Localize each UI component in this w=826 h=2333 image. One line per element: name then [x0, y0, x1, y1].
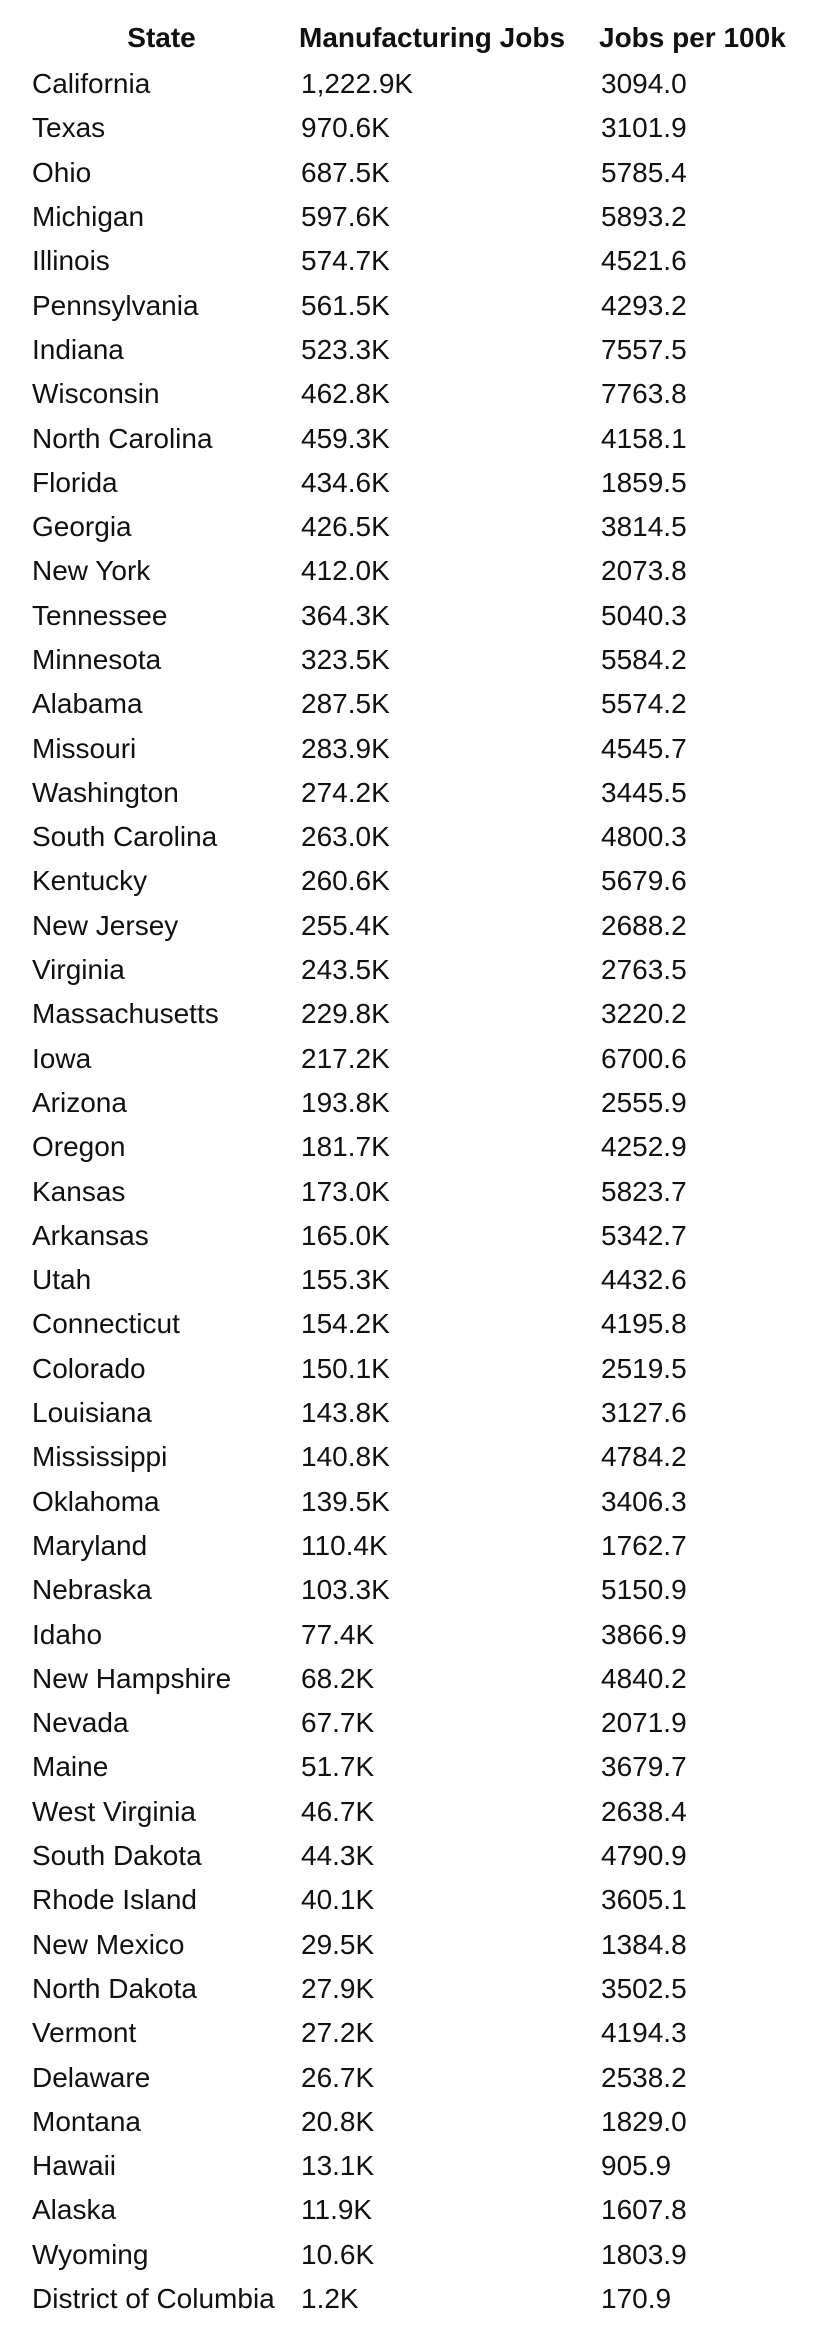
cell-manufacturing-jobs: 260.6K — [301, 865, 390, 897]
cell-manufacturing-jobs: 1,222.9K — [301, 68, 414, 100]
cell-jobs-per-100k: 6700.6 — [601, 1042, 687, 1074]
cell-manufacturing-jobs: 687.5K — [301, 156, 390, 188]
cell-jobs-per-100k: 5342.7 — [601, 1219, 687, 1251]
manufacturing-jobs-table — [24, 14, 824, 2321]
cell-manufacturing-jobs: 26.7K — [301, 2061, 375, 2093]
cell-jobs-per-100k: 5574.2 — [601, 688, 687, 720]
cell-state: Hawaii — [32, 2150, 117, 2182]
table-row — [24, 195, 824, 239]
table-row — [24, 1391, 824, 1435]
cell-manufacturing-jobs: 165.0K — [301, 1219, 390, 1251]
cell-manufacturing-jobs: 243.5K — [301, 954, 390, 986]
cell-state: Alabama — [32, 688, 143, 720]
cell-state: Arkansas — [32, 1219, 149, 1251]
cell-jobs-per-100k: 3605.1 — [601, 1884, 687, 1916]
cell-manufacturing-jobs: 462.8K — [301, 378, 390, 410]
cell-state: Vermont — [32, 2017, 137, 2049]
table-row — [24, 461, 824, 505]
table-row — [24, 1922, 824, 1966]
table-row — [24, 1790, 824, 1834]
cell-manufacturing-jobs: 20.8K — [301, 2105, 375, 2137]
cell-jobs-per-100k: 3679.7 — [601, 1751, 687, 1783]
cell-manufacturing-jobs: 1.2K — [301, 2282, 359, 2314]
cell-jobs-per-100k: 1384.8 — [601, 1928, 687, 1960]
cell-manufacturing-jobs: 561.5K — [301, 289, 390, 321]
cell-manufacturing-jobs: 323.5K — [301, 644, 390, 675]
table-row — [24, 283, 824, 327]
cell-jobs-per-100k: 2555.9 — [601, 1086, 687, 1118]
cell-jobs-per-100k: 5584.2 — [601, 644, 687, 675]
table-row — [24, 1568, 824, 1612]
cell-jobs-per-100k: 3101.9 — [601, 112, 687, 144]
cell-state: Connecticut — [32, 1308, 180, 1340]
cell-manufacturing-jobs: 140.8K — [301, 1441, 390, 1473]
header-jobs-per-100k: Jobs per 100k — [599, 22, 786, 53]
cell-jobs-per-100k: 5150.9 — [601, 1574, 687, 1606]
table-row — [24, 948, 824, 992]
table-row — [24, 1302, 824, 1346]
table-row — [24, 682, 824, 726]
cell-state: Rhode Island — [32, 1884, 198, 1916]
table-row — [24, 549, 824, 593]
cell-manufacturing-jobs: 255.4K — [301, 909, 390, 941]
cell-state: Georgia — [32, 511, 132, 543]
table-row — [24, 1612, 824, 1656]
cell-state: Kentucky — [32, 865, 148, 897]
cell-manufacturing-jobs: 40.1K — [301, 1884, 375, 1916]
cell-manufacturing-jobs: 193.8K — [301, 1086, 390, 1118]
cell-state: Ohio — [32, 156, 92, 188]
cell-state: Nebraska — [32, 1574, 152, 1606]
cell-state: Washington — [32, 776, 179, 808]
cell-state: Oregon — [32, 1131, 126, 1163]
cell-jobs-per-100k: 2519.5 — [601, 1352, 687, 1384]
cell-state: Kansas — [32, 1175, 126, 1207]
cell-manufacturing-jobs: 574.7K — [301, 245, 390, 277]
cell-manufacturing-jobs: 173.0K — [301, 1175, 390, 1207]
cell-manufacturing-jobs: 44.3K — [301, 1840, 375, 1872]
cell-jobs-per-100k: 2073.8 — [601, 555, 687, 587]
table-row — [24, 505, 824, 549]
cell-manufacturing-jobs: 426.5K — [301, 511, 390, 543]
cell-manufacturing-jobs: 46.7K — [301, 1795, 375, 1827]
table-row — [24, 1125, 824, 1169]
header-state: State — [127, 22, 196, 53]
table-row — [24, 2144, 824, 2188]
table-row — [24, 2188, 824, 2232]
cell-jobs-per-100k: 170.9 — [601, 2282, 672, 2314]
cell-manufacturing-jobs: 13.1K — [301, 2150, 375, 2182]
cell-manufacturing-jobs: 139.5K — [301, 1485, 390, 1517]
cell-manufacturing-jobs: 181.7K — [301, 1131, 390, 1163]
cell-state: Colorado — [32, 1352, 146, 1384]
cell-state: District of Columbia — [32, 2282, 275, 2314]
cell-manufacturing-jobs: 217.2K — [301, 1042, 390, 1074]
table-row — [24, 992, 824, 1036]
cell-manufacturing-jobs: 283.9K — [301, 732, 390, 764]
cell-jobs-per-100k: 5893.2 — [601, 201, 687, 233]
cell-jobs-per-100k: 5785.4 — [601, 156, 687, 188]
cell-state: Louisiana — [32, 1397, 152, 1429]
cell-state: Wisconsin — [32, 378, 160, 410]
cell-state: Oklahoma — [32, 1485, 160, 1517]
cell-jobs-per-100k: 2688.2 — [601, 909, 687, 941]
cell-state: New Hampshire — [32, 1662, 232, 1694]
cell-manufacturing-jobs: 459.3K — [301, 422, 390, 454]
cell-jobs-per-100k: 4790.9 — [601, 1840, 687, 1872]
table-row — [24, 1081, 824, 1125]
cell-manufacturing-jobs: 287.5K — [301, 688, 390, 720]
header-row — [24, 14, 824, 62]
cell-state: Michigan — [32, 201, 145, 233]
cell-manufacturing-jobs: 523.3K — [301, 333, 390, 365]
table-row — [24, 859, 824, 903]
cell-state: California — [32, 68, 151, 100]
table-row — [24, 2055, 824, 2099]
cell-jobs-per-100k: 1803.9 — [601, 2238, 687, 2270]
cell-jobs-per-100k: 4800.3 — [601, 821, 687, 853]
cell-state: Florida — [32, 466, 118, 498]
table-row — [24, 594, 824, 638]
cell-manufacturing-jobs: 150.1K — [301, 1352, 390, 1384]
cell-state: North Carolina — [32, 422, 213, 454]
cell-jobs-per-100k: 5679.6 — [601, 865, 687, 897]
cell-state: South Carolina — [32, 821, 218, 853]
table-row — [24, 1657, 824, 1701]
cell-manufacturing-jobs: 412.0K — [301, 555, 390, 587]
cell-state: West Virginia — [32, 1795, 196, 1827]
cell-manufacturing-jobs: 597.6K — [301, 201, 390, 233]
cell-manufacturing-jobs: 67.7K — [301, 1707, 375, 1739]
cell-state: Maryland — [32, 1529, 148, 1561]
cell-manufacturing-jobs: 274.2K — [301, 776, 390, 808]
cell-state: Pennsylvania — [32, 289, 199, 321]
cell-manufacturing-jobs: 229.8K — [301, 998, 390, 1030]
cell-state: Virginia — [32, 954, 125, 986]
table-row — [24, 151, 824, 195]
table-row — [24, 771, 824, 815]
cell-state: Utah — [32, 1264, 92, 1296]
cell-manufacturing-jobs: 970.6K — [301, 112, 390, 144]
table-row — [24, 1347, 824, 1391]
cell-jobs-per-100k: 2763.5 — [601, 954, 687, 986]
cell-jobs-per-100k: 3220.2 — [601, 998, 687, 1030]
cell-jobs-per-100k: 7557.5 — [601, 333, 687, 365]
cell-manufacturing-jobs: 68.2K — [301, 1662, 375, 1694]
table-row — [24, 726, 824, 770]
cell-state: Mississippi — [32, 1441, 168, 1473]
table-row — [24, 416, 824, 460]
cell-manufacturing-jobs: 103.3K — [301, 1574, 390, 1606]
cell-state: Nevada — [32, 1707, 129, 1739]
table-row — [24, 1701, 824, 1745]
cell-state: Alaska — [32, 2194, 117, 2226]
cell-state: Tennessee — [32, 599, 168, 631]
cell-state: New York — [32, 555, 151, 587]
cell-manufacturing-jobs: 263.0K — [301, 821, 390, 853]
table-row — [24, 1967, 824, 2011]
cell-manufacturing-jobs: 364.3K — [301, 599, 390, 631]
cell-manufacturing-jobs: 27.9K — [301, 1972, 375, 2004]
table-row — [24, 1834, 824, 1878]
cell-manufacturing-jobs: 11.9K — [301, 2194, 373, 2226]
cell-jobs-per-100k: 3094.0 — [601, 68, 687, 100]
cell-state: Delaware — [32, 2061, 151, 2093]
cell-manufacturing-jobs: 27.2K — [301, 2017, 375, 2049]
cell-state: Montana — [32, 2105, 141, 2137]
cell-manufacturing-jobs: 110.4K — [301, 1529, 388, 1561]
cell-jobs-per-100k: 905.9 — [601, 2150, 672, 2182]
table-row — [24, 1435, 824, 1479]
cell-state: Massachusetts — [32, 998, 219, 1030]
cell-jobs-per-100k: 4293.2 — [601, 289, 687, 321]
cell-state: Maine — [32, 1751, 109, 1783]
table-row — [24, 2233, 824, 2277]
table-row — [24, 638, 824, 682]
cell-jobs-per-100k: 4840.2 — [601, 1662, 687, 1694]
cell-jobs-per-100k: 3502.5 — [601, 1972, 687, 2004]
cell-jobs-per-100k: 4158.1 — [601, 422, 687, 454]
cell-jobs-per-100k: 7763.8 — [601, 378, 687, 410]
cell-state: Texas — [32, 112, 106, 144]
cell-state: Arizona — [32, 1086, 127, 1118]
table-row — [24, 1480, 824, 1524]
cell-jobs-per-100k: 2638.4 — [601, 1795, 687, 1827]
table-row — [24, 1524, 824, 1568]
cell-jobs-per-100k: 4432.6 — [601, 1264, 687, 1296]
cell-jobs-per-100k: 3127.6 — [601, 1397, 687, 1429]
table-row — [24, 1214, 824, 1258]
cell-jobs-per-100k: 1607.8 — [601, 2194, 687, 2226]
cell-jobs-per-100k: 4252.9 — [601, 1131, 687, 1163]
cell-manufacturing-jobs: 155.3K — [301, 1264, 390, 1296]
header-manufacturing-jobs: Manufacturing Jobs — [299, 22, 566, 53]
cell-state: Missouri — [32, 732, 137, 764]
table-row — [24, 1878, 824, 1922]
cell-manufacturing-jobs: 434.6K — [301, 466, 390, 498]
cell-state: Minnesota — [32, 644, 162, 675]
table-row — [24, 328, 824, 372]
table-row — [24, 1169, 824, 1213]
table-header — [24, 14, 824, 62]
table-row — [24, 1037, 824, 1081]
cell-jobs-per-100k: 5040.3 — [601, 599, 687, 631]
cell-jobs-per-100k: 5823.7 — [601, 1175, 687, 1207]
cell-jobs-per-100k: 4784.2 — [601, 1441, 687, 1473]
cell-manufacturing-jobs: 77.4K — [301, 1618, 375, 1650]
table-row — [24, 372, 824, 416]
cell-state: New Mexico — [32, 1928, 185, 1960]
cell-manufacturing-jobs: 29.5K — [301, 1928, 375, 1960]
cell-state: Illinois — [32, 245, 110, 277]
cell-state: Iowa — [32, 1042, 92, 1074]
cell-manufacturing-jobs: 143.8K — [301, 1397, 390, 1429]
cell-state: New Jersey — [32, 909, 179, 941]
cell-manufacturing-jobs: 10.6K — [301, 2238, 375, 2270]
cell-manufacturing-jobs: 154.2K — [301, 1308, 390, 1340]
table-row — [24, 106, 824, 150]
cell-jobs-per-100k: 3445.5 — [601, 776, 687, 808]
cell-state: South Dakota — [32, 1840, 202, 1872]
cell-jobs-per-100k: 1762.7 — [601, 1529, 687, 1561]
table-row — [24, 2277, 824, 2321]
table-row — [24, 2100, 824, 2144]
cell-state: Idaho — [32, 1618, 103, 1650]
cell-jobs-per-100k: 2538.2 — [601, 2061, 687, 2093]
cell-state: Indiana — [32, 333, 124, 365]
cell-state: Wyoming — [32, 2238, 149, 2270]
table-row — [24, 2011, 824, 2055]
cell-jobs-per-100k: 3866.9 — [601, 1618, 687, 1650]
table-row — [24, 1745, 824, 1789]
cell-jobs-per-100k: 4195.8 — [601, 1308, 687, 1340]
table-row — [24, 815, 824, 859]
cell-jobs-per-100k: 4521.6 — [601, 245, 687, 277]
cell-jobs-per-100k: 3814.5 — [601, 511, 687, 543]
cell-jobs-per-100k: 4545.7 — [601, 732, 687, 764]
cell-jobs-per-100k: 4194.3 — [601, 2017, 687, 2049]
table-row — [24, 1258, 824, 1302]
cell-jobs-per-100k: 2071.9 — [601, 1707, 687, 1739]
table-row — [24, 904, 824, 948]
table-row — [24, 62, 824, 106]
cell-jobs-per-100k: 1859.5 — [601, 466, 687, 498]
table-body — [24, 62, 824, 2321]
cell-manufacturing-jobs: 51.7K — [301, 1751, 375, 1783]
cell-jobs-per-100k: 1829.0 — [601, 2105, 687, 2137]
table-row — [24, 239, 824, 283]
cell-state: North Dakota — [32, 1972, 197, 2004]
cell-jobs-per-100k: 3406.3 — [601, 1485, 687, 1517]
